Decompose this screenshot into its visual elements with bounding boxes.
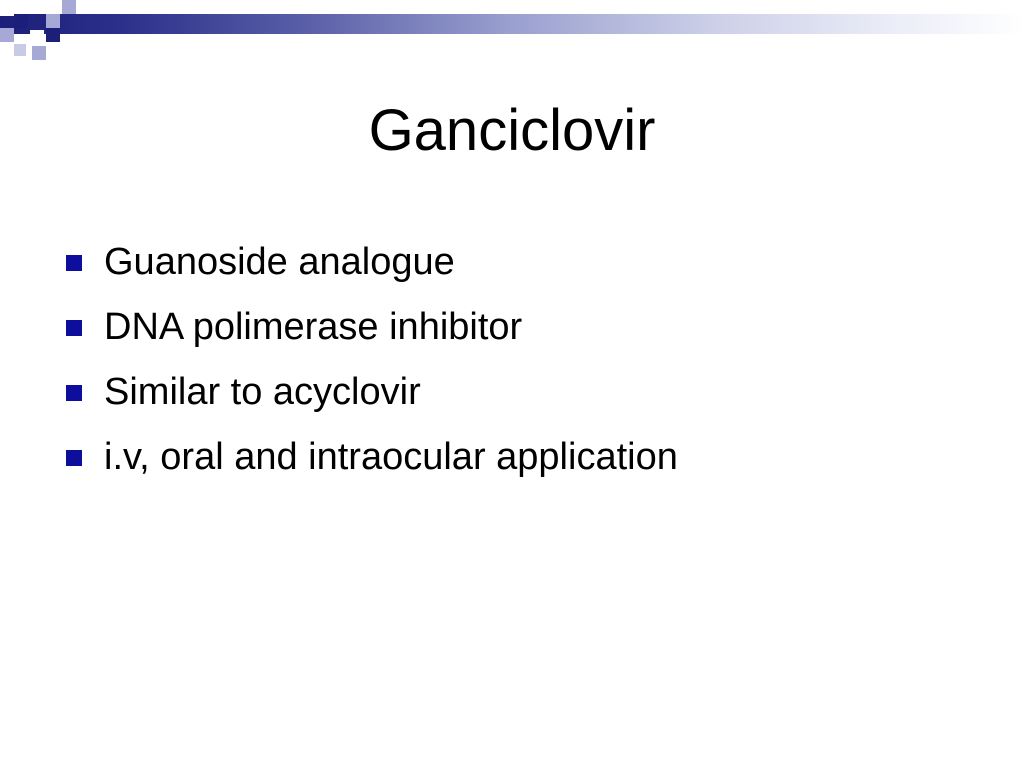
deco-square	[0, 28, 14, 42]
bullet-item	[62, 230, 678, 295]
deco-square	[14, 14, 28, 28]
deco-square	[46, 28, 60, 42]
deco-square	[46, 14, 60, 28]
deco-square	[62, 0, 76, 14]
square-bullet-icon	[66, 385, 82, 401]
square-bullet-icon	[66, 450, 82, 466]
bullet-list	[62, 230, 678, 490]
deco-square	[14, 44, 26, 56]
deco-square	[32, 46, 46, 60]
bullet-item	[62, 295, 678, 360]
bullet-text: Similar to acyclovir	[104, 371, 421, 413]
bullet-item	[62, 360, 678, 425]
bullet-item	[62, 425, 678, 490]
bullet-text: i.v, oral and intraocular application	[104, 436, 678, 478]
deco-square	[30, 30, 44, 44]
header-gradient-bar	[0, 14, 1024, 34]
square-bullet-icon	[66, 255, 82, 271]
bullet-text: Guanoside analogue	[104, 241, 455, 283]
corner-squares-decoration	[0, 0, 80, 64]
bullet-text: DNA polimerase inhibitor	[104, 306, 523, 348]
slide-title: Ganciclovir	[368, 98, 656, 163]
square-bullet-icon	[66, 320, 82, 336]
